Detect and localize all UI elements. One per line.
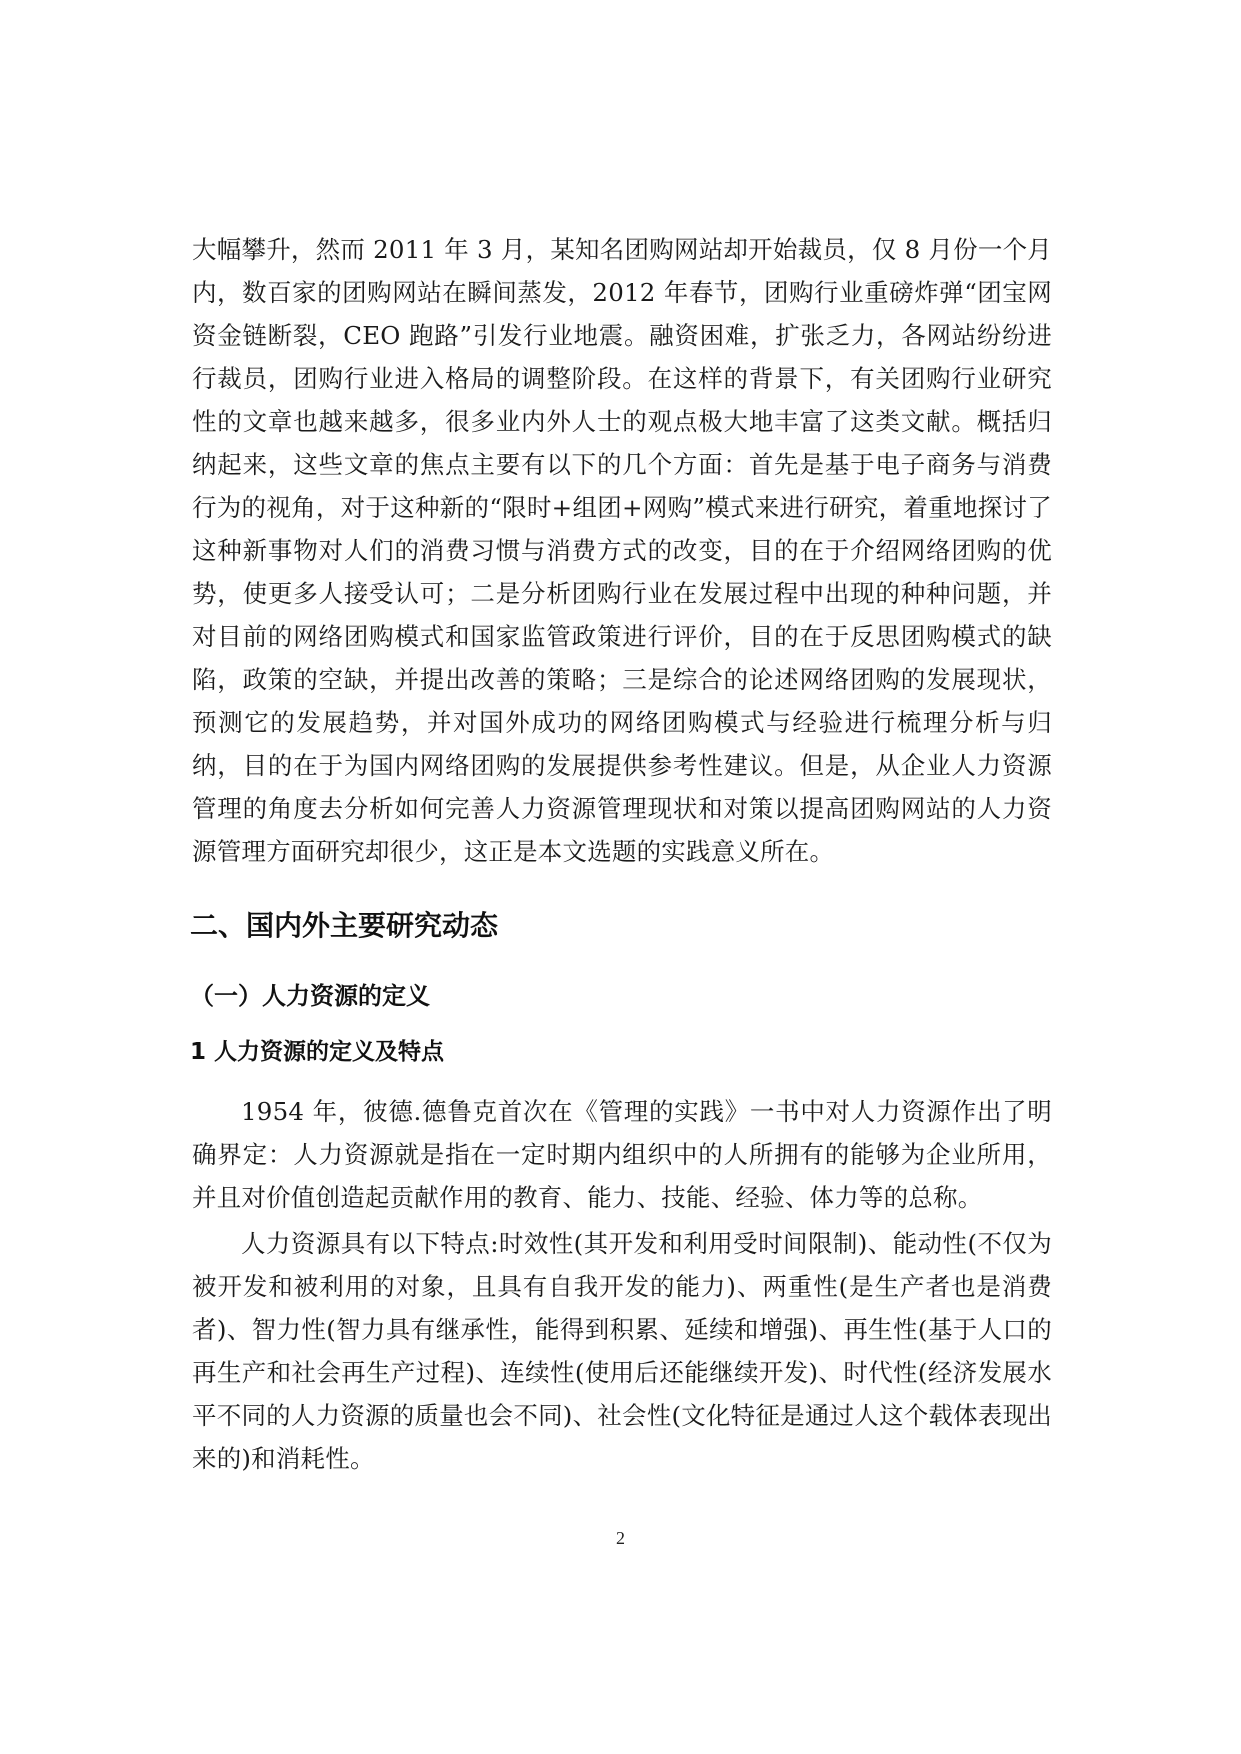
subsection-heading: （一）人力资源的定义 <box>190 982 430 1010</box>
subsubsection-heading: 1 人力资源的定义及特点 <box>190 1039 445 1065</box>
paragraph-definition: 1954 年，彼德.德鲁克首次在《管理的实践》一书中对人力资源作出了明确界定：人力资源就是指在一定时期内组织中的人所拥有的能够为企业所用，并且对价值创造起贡献作用的教育、能力、技能、经验、体力等的总称。 <box>192 1097 1052 1212</box>
paragraph-characteristics: 人力资源具有以下特点:时效性(其开发和利用受时间限制)、能动性(不仅为被开发和被利用的对象，且具有自我开发的能力)、两重性(是生产者也是消费者)、智力性(智力具有继承性，能得到积累、延续和增强)、再生性(基于人口的再生产和社会再生产过程)、连续性(使用后还能继续开发)、时代性(经济发展水平不同的人力资源的质量也会不同)、社会性(文化特征是通过人这个载体表现出来的)和消耗性。 <box>192 1229 1052 1473</box>
page-number: 2 <box>616 1528 625 1548</box>
section-heading: 二、国内外主要研究动态 <box>190 909 499 942</box>
paragraph-background: 大幅攀升，然而 2011 年 3 月，某知名团购网站却开始裁员，仅 8 月份一个月内，数百家的团购网站在瞬间蒸发，2012 年春节，团购行业重磅炸弹“团宝网资金链断裂，CEO 跑路”引发行业地震。融资困难，扩张乏力，各网站纷纷进行裁员，团购行业进入格局的调整阶段。在这样的背景下，有关团购行业研究性的文章也越来越多，很多业内外人士的观点极大地丰富了这类文献。概括归纳起来，这些文章的焦点主要有以下的几个方面：首先是基于电子商务与消费行为的视角，对于这种新的“限时+组团+网购”模式来进行研究，着重地探讨了这种新事物对人们的消费习惯与消费方式的改变，目的在于介绍网络团购的优势，使更多人接受认可；二是分析团购行业在发展过程中出现的种种问题，并对目前的网络团购模式和国家监管政策进行评价，目的在于反思团购模式的缺陷，政策的空缺，并提出改善的策略；三是综合的论述网络团购的发展现状，预测它的发展趋势，并对国外成功的网络团购模式与经验进行梳理分析与归纳，目的在于为国内网络团购的发展提供参考性建议。但是，从企业人力资源管理的角度去分析如何完善人力资源管理现状和对策以提高团购网站的人力资源管理方面研究却很少，这正是本文选题的实践意义所在。 <box>192 235 1052 866</box>
